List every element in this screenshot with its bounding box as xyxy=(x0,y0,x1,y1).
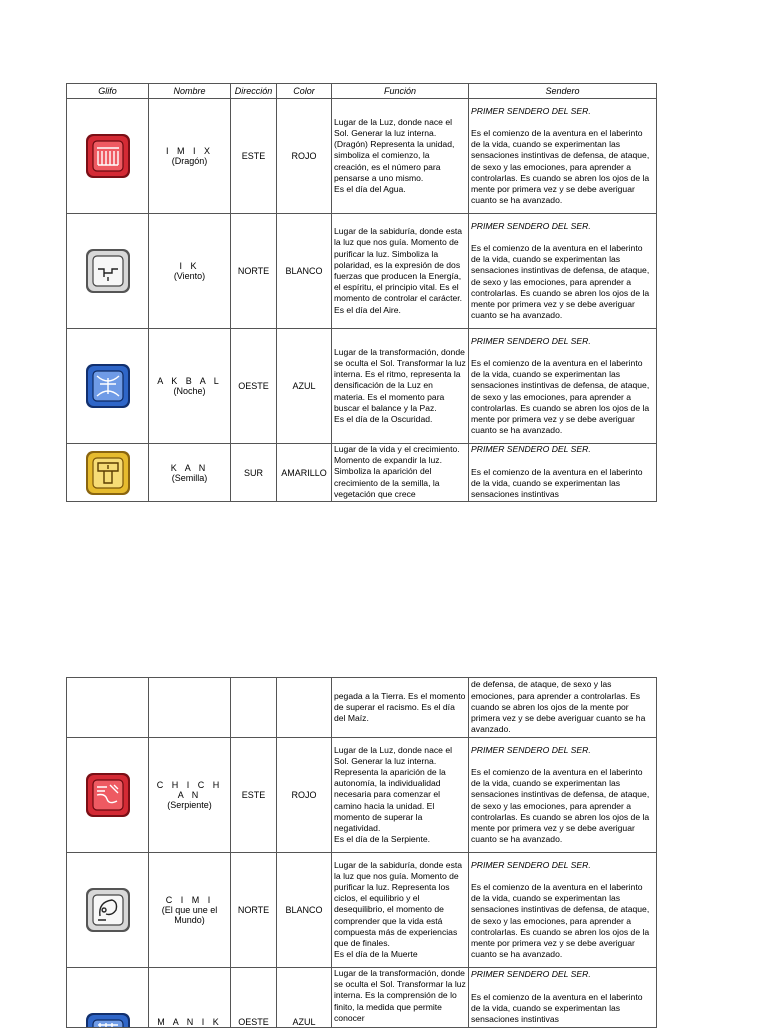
name-cell xyxy=(149,968,231,1028)
direction-cell: OESTE xyxy=(231,329,277,444)
glyph-name: I K xyxy=(179,261,200,271)
glyph-alias: (Dragón) xyxy=(171,156,208,166)
glyph-name: A K B A L xyxy=(157,376,222,386)
name-cell xyxy=(149,214,231,329)
glyph-cell xyxy=(67,329,149,444)
glyph-table-top xyxy=(66,83,657,502)
header-row xyxy=(67,84,657,99)
glyph-alias: (El que une el Mundo) xyxy=(161,905,218,925)
glyph-cell xyxy=(67,853,149,968)
sendero-title: PRIMER SENDERO DEL SER. xyxy=(471,859,591,870)
function-cell: Lugar de la Luz, donde nace el Sol. Generar la luz interna. (Dragón) Representa la unidad, simboliza el comienzo, la creación, es el número para pensarse a uno mismo. Es el día del Agua. xyxy=(332,99,469,214)
sendero-text: Es el comienzo de la aventura en el laberinto de la vida, cuando se experimentan las sensaciones instintivas de defensa, de ataque, de sexo y las emociones, para aprender a controlarlas. Es cuando se abren los ojos de la mente por primera vez y se debe averiguar cuanto se ha avanzado. xyxy=(471,242,652,321)
sendero-cell xyxy=(469,968,657,1028)
sendero-title: PRIMER SENDERO DEL SER. xyxy=(471,744,591,755)
header-direccion: Dirección xyxy=(231,84,277,99)
function-cell: Lugar de la transformación, donde se oculta el Sol. Transformar la luz interna. Es la comprensión de lo finito, la medida que permite conocer xyxy=(332,968,469,1028)
function-cell: Lugar de la sabiduría, donde esta la luz que nos guía. Momento de purificar la luz. Simboliza la polaridad, es la expresión de dos fuerzas que producen la Energía, el espíritu, el principio vital. Es el momento de controlar el carácter. Es el día del Aire. xyxy=(332,214,469,329)
header-nombre: Nombre xyxy=(149,84,231,99)
sendero-text: Es el comienzo de la aventura en el laberinto de la vida, cuando se experimentan las sensaciones instintivas xyxy=(471,466,645,500)
sendero-title: PRIMER SENDERO DEL SER. xyxy=(471,335,591,346)
sendero-cell xyxy=(469,853,657,968)
color-cell: BLANCO xyxy=(277,853,332,968)
glyph-name: C H I C H A N xyxy=(156,780,223,800)
color-cell: ROJO xyxy=(277,99,332,214)
glyph-alias: (Semilla) xyxy=(171,472,208,483)
direction-cell: SUR xyxy=(231,444,277,502)
table-row xyxy=(67,329,657,444)
akbal-glyph-icon xyxy=(84,362,132,410)
sendero-cell xyxy=(469,444,657,502)
direction-cell: NORTE xyxy=(231,853,277,968)
sendero-text: Es el comienzo de la aventura en el laberinto de la vida, cuando se experimentan las sensaciones instintivas de defensa, de ataque, de sexo y las emociones, para aprender a controlarlas. Es cuando se abren los ojos de la mente por primera vez y se debe averiguar cuanto se ha avanzado. xyxy=(471,357,652,436)
function-cell: Lugar de la Luz, donde nace el Sol. Generar la luz interna. Representa la aparición de la autonomía, la individualidad necesaria para comenzar el camino hacia la unidad. El momento de superar la negatividad. Es el día de la Serpiente. xyxy=(332,738,469,853)
sendero-text: Es el comienzo de la aventura en el laberinto de la vida, cuando se experimentan las sensaciones instintivas xyxy=(471,991,645,1025)
direction-cell xyxy=(231,678,277,738)
glyph-name: K A N xyxy=(170,462,209,473)
color-cell: AZUL xyxy=(277,329,332,444)
sendero-cell xyxy=(469,99,657,214)
name-cell xyxy=(149,738,231,853)
sendero-cell xyxy=(469,214,657,329)
header-color: Color xyxy=(277,84,332,99)
color-cell: AMARILLO xyxy=(277,444,332,502)
color-cell: ROJO xyxy=(277,738,332,853)
header-glifo: Glifo xyxy=(67,84,149,99)
imix-glyph-icon xyxy=(84,132,132,180)
color-cell: AZUL xyxy=(277,968,332,1028)
glyph-cell xyxy=(67,99,149,214)
function-cell: Lugar de la vida y el crecimiento. Momento de expandir la luz. Simboliza la aparición del crecimiento de la semilla, la vegetación que crece xyxy=(332,444,469,502)
sendero-title: PRIMER SENDERO DEL SER. xyxy=(471,969,591,980)
sendero-cell xyxy=(469,329,657,444)
table-row xyxy=(67,444,657,502)
kan-glyph-icon xyxy=(84,449,132,497)
glyph-name: C I M I xyxy=(165,895,214,905)
glyph-cell xyxy=(67,738,149,853)
chichan-glyph-icon xyxy=(84,771,132,819)
table-row xyxy=(67,678,657,738)
function-cell: Lugar de la transformación, donde se oculta el Sol. Transformar la luz interna. Es el ritmo, representa la densificación de la Luz en materia. Es el momento para buscar el balance y la Paz. Es el día de la Oscuridad. xyxy=(332,329,469,444)
table-row xyxy=(67,853,657,968)
table-row xyxy=(67,738,657,853)
glyph-cell xyxy=(67,968,149,1028)
direction-cell: NORTE xyxy=(231,214,277,329)
direction-cell: ESTE xyxy=(231,99,277,214)
glyph-table-bottom xyxy=(66,677,657,1028)
table-row xyxy=(67,968,657,1028)
direction-cell: OESTE xyxy=(231,968,277,1028)
table-row xyxy=(67,214,657,329)
glyph-alias: (Serpiente) xyxy=(167,800,212,810)
glyph-name: M A N I K xyxy=(157,1017,222,1027)
name-cell xyxy=(149,678,231,738)
name-cell xyxy=(149,99,231,214)
name-cell xyxy=(149,853,231,968)
glyph-alias: (Noche) xyxy=(173,386,206,396)
sendero-cell xyxy=(469,738,657,853)
direction-cell: ESTE xyxy=(231,738,277,853)
glyph-alias: (Viento) xyxy=(173,271,206,281)
sendero-text: Es el comienzo de la aventura en el laberinto de la vida, cuando se experimentan las sensaciones instintivas de defensa, de ataque, de sexo y las emociones, para aprender a controlarlas. Es cuando se abren los ojos de la mente por primera vez y se debe averiguar cuanto se ha avanzado. xyxy=(471,766,652,845)
table-row xyxy=(67,99,657,214)
sendero-text: Es el comienzo de la aventura en el laberinto de la vida, cuando se experimentan las sensaciones instintivas de defensa, de ataque, de sexo y las emociones, para aprender a controlarlas. Es cuando se abren los ojos de la mente por primera vez y se debe averiguar cuanto se ha avanzado. xyxy=(471,881,652,960)
name-cell xyxy=(149,444,231,502)
ik-glyph-icon xyxy=(84,247,132,295)
function-cell: pegada a la Tierra. Es el momento de superar el racismo. Es el día del Maíz. xyxy=(332,678,469,738)
cimi-glyph-icon xyxy=(84,886,132,934)
color-cell: BLANCO xyxy=(277,214,332,329)
sendero-title: PRIMER SENDERO DEL SER. xyxy=(471,105,591,116)
glyph-cell xyxy=(67,678,149,738)
name-cell xyxy=(149,329,231,444)
sendero-title: PRIMER SENDERO DEL SER. xyxy=(471,220,591,231)
header-funcion: Función xyxy=(332,84,469,99)
sendero-title: PRIMER SENDERO DEL SER. xyxy=(471,444,591,455)
glyph-cell xyxy=(67,214,149,329)
sendero-text: Es el comienzo de la aventura en el laberinto de la vida, cuando se experimentan las sensaciones instintivas de defensa, de ataque, de sexo y las emociones, para aprender a controlarlas. Es cuando se abren los ojos de la mente por primera vez y se debe averiguar cuanto se ha avanzado. xyxy=(471,127,652,206)
manik-glyph-icon xyxy=(84,1011,132,1028)
function-cell: Lugar de la sabiduría, donde esta la luz que nos guía. Momento de purificar la luz. Representa los ciclos, el equilibrio y el desequilibrio, el momento de comprender que la vida está compuesta más de experiencias que de finales. Es el día de la Muerte xyxy=(332,853,469,968)
glyph-cell xyxy=(67,444,149,502)
header-sendero: Sendero xyxy=(469,84,657,99)
glyph-name: I M I X xyxy=(165,146,213,156)
sendero-cell: de defensa, de ataque, de sexo y las emociones, para aprender a controlarlas. Es cuando se abren los ojos de la mente por primera vez y se debe averiguar cuanto se ha avanzado. xyxy=(469,678,657,738)
color-cell xyxy=(277,678,332,738)
